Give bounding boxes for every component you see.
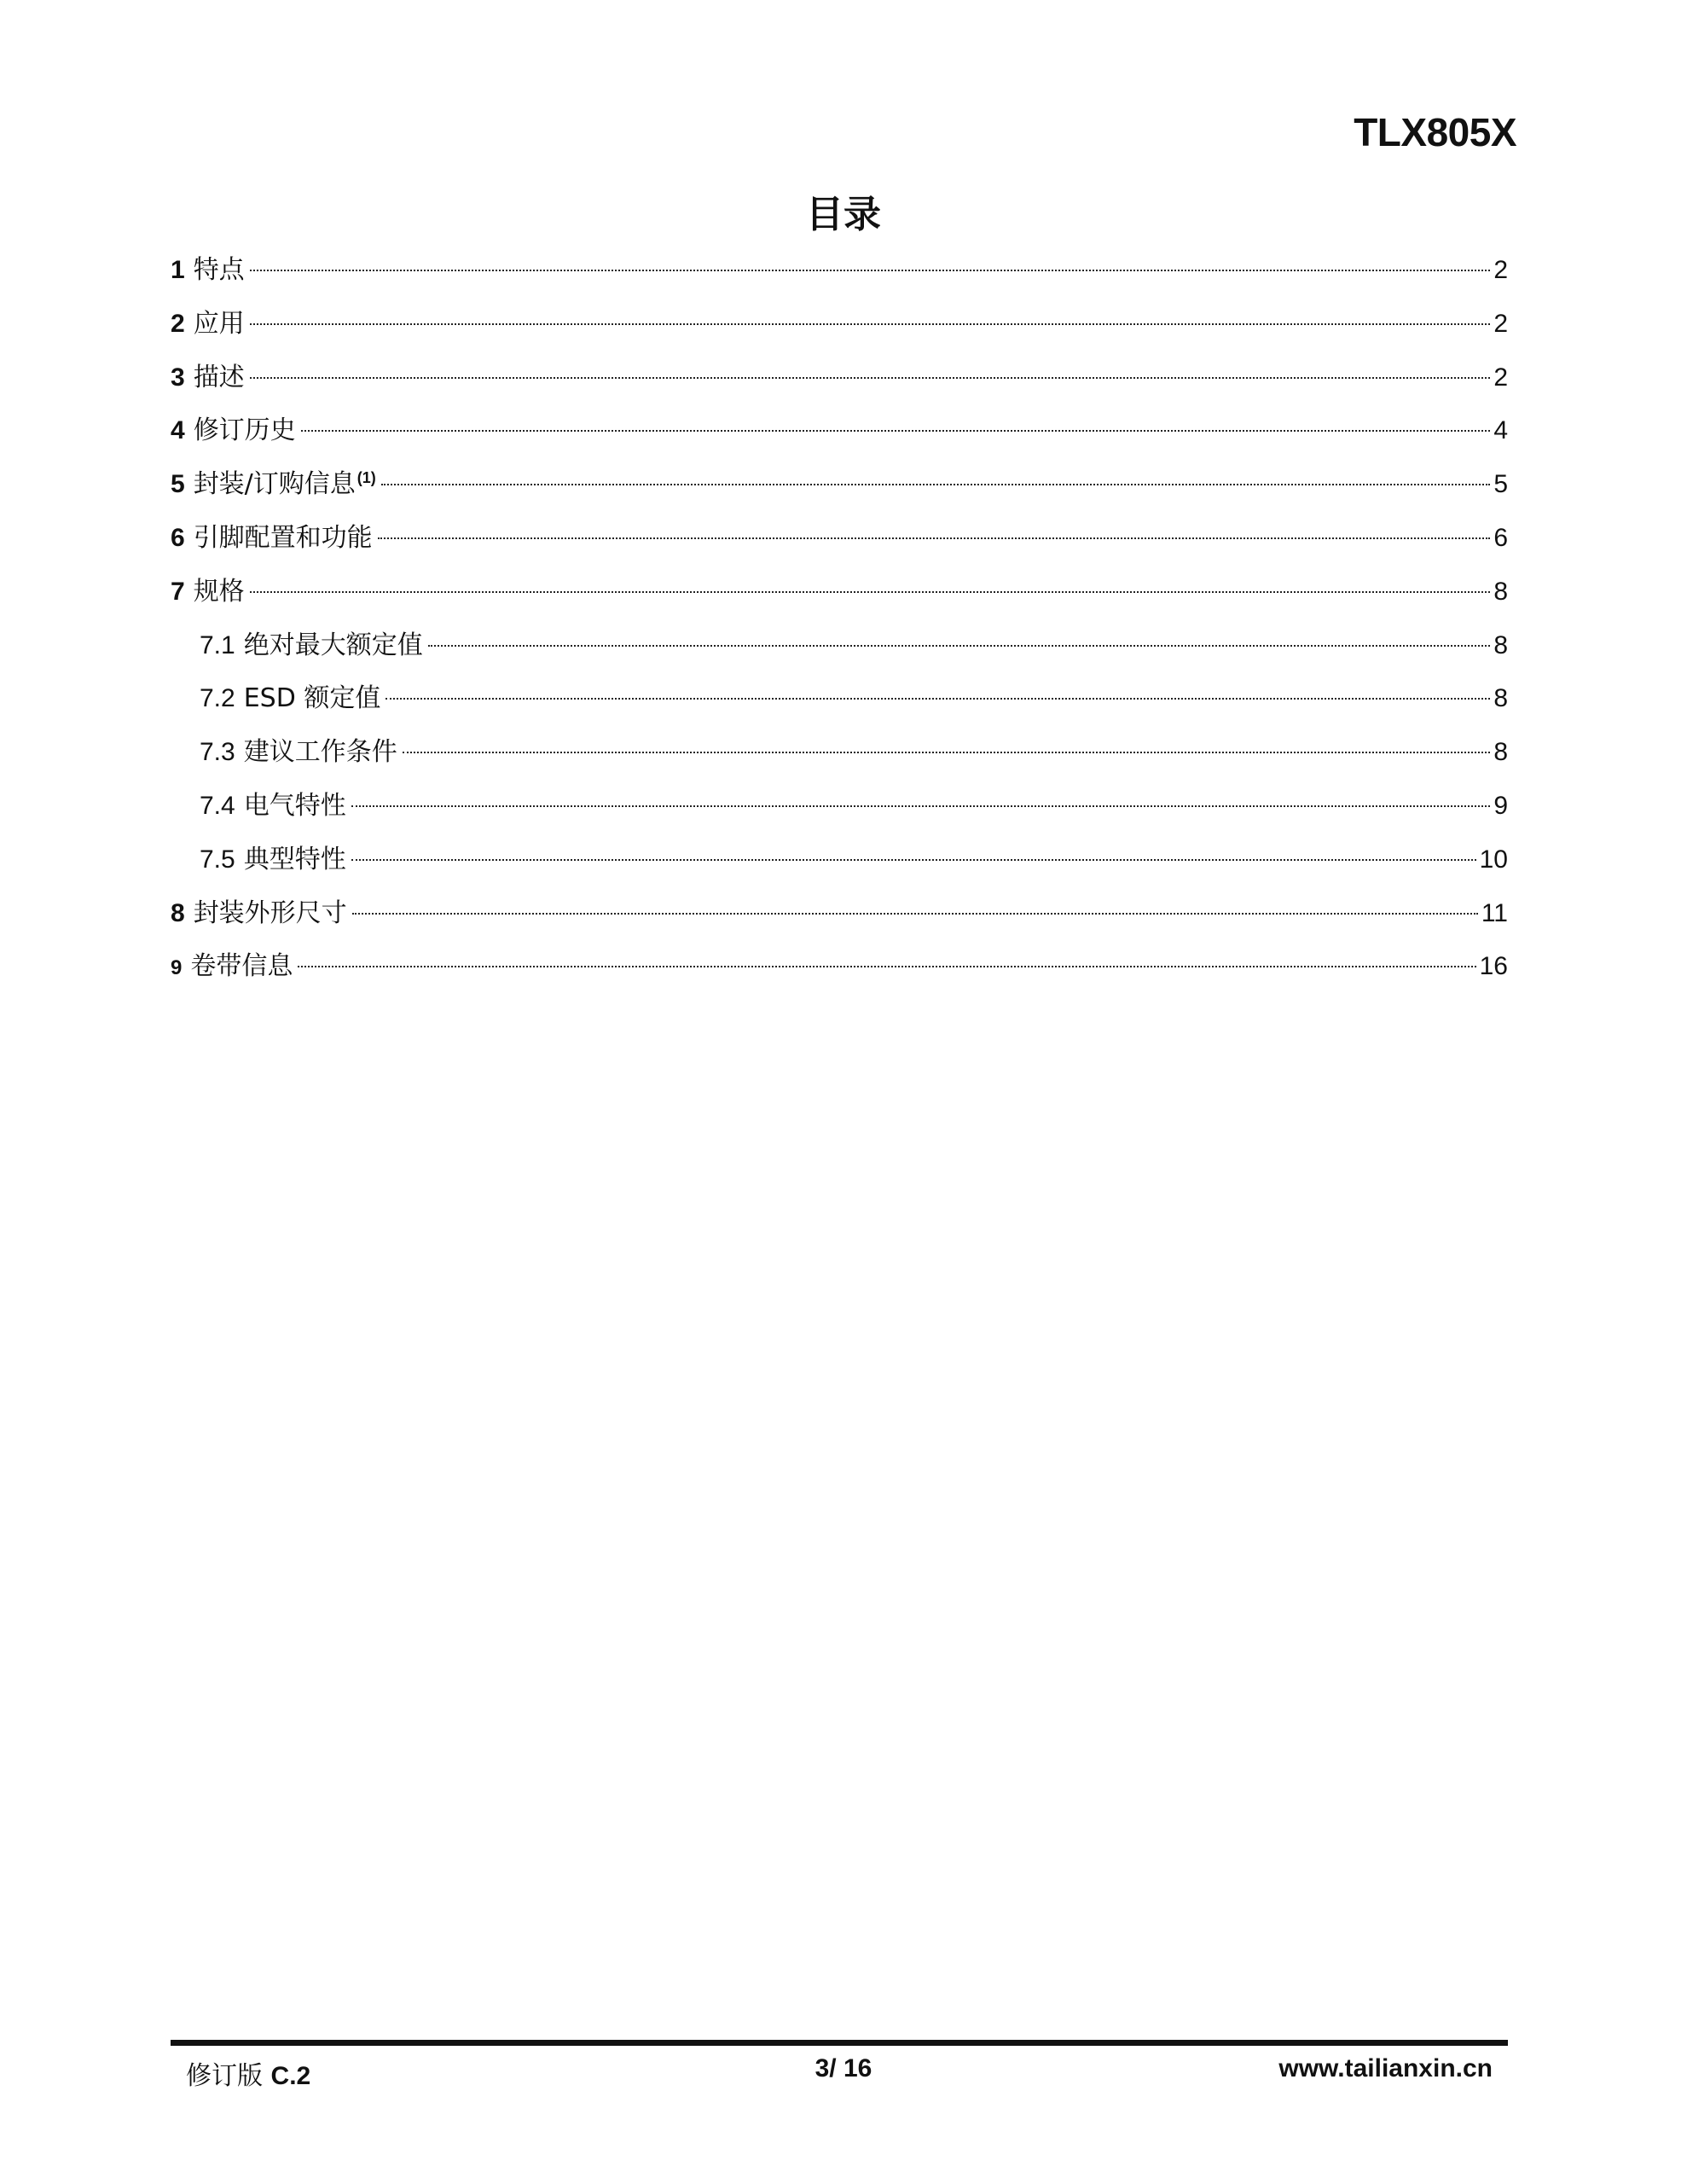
toc-entry-9[interactable] (171, 940, 1508, 994)
toc-entry-number: 1 (171, 256, 185, 284)
toc-entry-8[interactable] (171, 887, 1508, 941)
toc-entry-number: 5 (171, 470, 185, 499)
toc-entry-3[interactable] (171, 351, 1508, 405)
toc-entry-page: 6 (1493, 523, 1508, 552)
toc-entry-title: 应用 (193, 308, 245, 339)
toc-entry-5[interactable] (171, 458, 1508, 512)
header-product-name: TLX805X (1354, 110, 1516, 154)
toc-entry-number: 7.2 (200, 684, 235, 713)
toc-dot-leader (351, 805, 1491, 807)
toc-entry-7-3[interactable] (171, 726, 1508, 780)
revision-code: C.2 (270, 2062, 311, 2090)
toc-entry-2[interactable] (171, 298, 1508, 351)
toc-dot-leader (352, 913, 1478, 915)
footnote-marker: (1) (357, 469, 376, 487)
toc-entry-title: 特点 (193, 255, 245, 285)
toc-entry-title-text: 封装/订购信息 (193, 469, 356, 500)
toc-entry-4[interactable] (171, 404, 1508, 458)
footer-page-indicator: 3/ 16 (815, 2054, 872, 2082)
toc-entry-page: 2 (1493, 256, 1508, 284)
toc-entry-title: 建议工作条件 (243, 737, 397, 768)
toc-entry-page: 8 (1493, 738, 1508, 767)
revision-label: 修订版 (186, 2061, 263, 2091)
toc-entry-page: 8 (1493, 684, 1508, 713)
toc-entry-page: 9 (1493, 791, 1508, 820)
toc-entry-page: 2 (1493, 363, 1508, 392)
toc-dot-leader (378, 537, 1491, 539)
toc-entry-7-5[interactable] (171, 834, 1508, 887)
toc-entry-page: 4 (1493, 416, 1508, 445)
toc-entry-number: 7 (171, 577, 185, 606)
toc-entry-title: 绝对最大额定值 (243, 630, 423, 660)
toc-entry-title: 引脚配置和功能 (193, 522, 373, 553)
toc-entry-number: 8 (171, 898, 185, 927)
toc-dot-leader (250, 323, 1491, 325)
toc-entry-number: 2 (171, 309, 185, 338)
toc-dot-leader (386, 698, 1490, 700)
toc-entry-number: 7.5 (200, 845, 235, 874)
toc-entry-7-1[interactable] (171, 619, 1508, 673)
toc-entry-1[interactable] (171, 244, 1508, 298)
toc-entry-title: 描述 (193, 362, 245, 392)
toc-dot-leader (403, 752, 1491, 753)
toc-entry-number: 9 (171, 956, 183, 980)
toc-dot-leader (250, 270, 1491, 271)
toc-entry-title: 典型特性 (243, 844, 346, 874)
toc-dot-leader (381, 484, 1491, 485)
toc-title: 目录 (806, 193, 881, 236)
toc-entry-6[interactable] (171, 512, 1508, 566)
toc-entry-number: 7.3 (200, 738, 235, 767)
toc-entry-title: 修订历史 (193, 415, 296, 446)
toc-entry-number: 7.4 (200, 791, 235, 820)
toc-entry-number: 4 (171, 416, 185, 445)
toc-dot-leader (298, 966, 1475, 967)
table-of-contents (171, 244, 1508, 994)
toc-entry-page: 11 (1481, 898, 1508, 927)
toc-dot-leader (250, 377, 1491, 379)
toc-entry-page: 10 (1479, 845, 1508, 874)
toc-entry-page: 2 (1493, 309, 1508, 338)
toc-entry-7-2[interactable] (171, 672, 1508, 726)
toc-entry-page: 8 (1493, 630, 1508, 659)
toc-dot-leader (250, 591, 1491, 593)
toc-entry-title: 电气特性 (243, 790, 346, 821)
toc-dot-leader (351, 859, 1476, 861)
toc-dot-leader (301, 430, 1491, 432)
toc-entry-page: 5 (1493, 470, 1508, 499)
footer-divider (171, 2040, 1508, 2046)
toc-entry-7-4[interactable] (171, 780, 1508, 834)
toc-entry-page: 8 (1493, 577, 1508, 606)
toc-entry-number: 3 (171, 363, 185, 392)
toc-entry-number: 6 (171, 523, 185, 552)
toc-entry-title: 卷带信息 (190, 951, 293, 982)
footer-website-link[interactable]: www.tailianxin.cn (1278, 2054, 1493, 2082)
toc-entry-number: 7.1 (200, 630, 235, 659)
toc-entry-title: 规格 (193, 576, 245, 607)
toc-entry-page: 16 (1479, 952, 1508, 981)
toc-entry-title (194, 458, 376, 512)
toc-entry-title: 封装外形尺寸 (193, 897, 347, 928)
toc-entry-7[interactable] (171, 566, 1508, 619)
toc-entry-title: ESD 额定值 (243, 683, 381, 714)
toc-dot-leader (428, 645, 1491, 647)
